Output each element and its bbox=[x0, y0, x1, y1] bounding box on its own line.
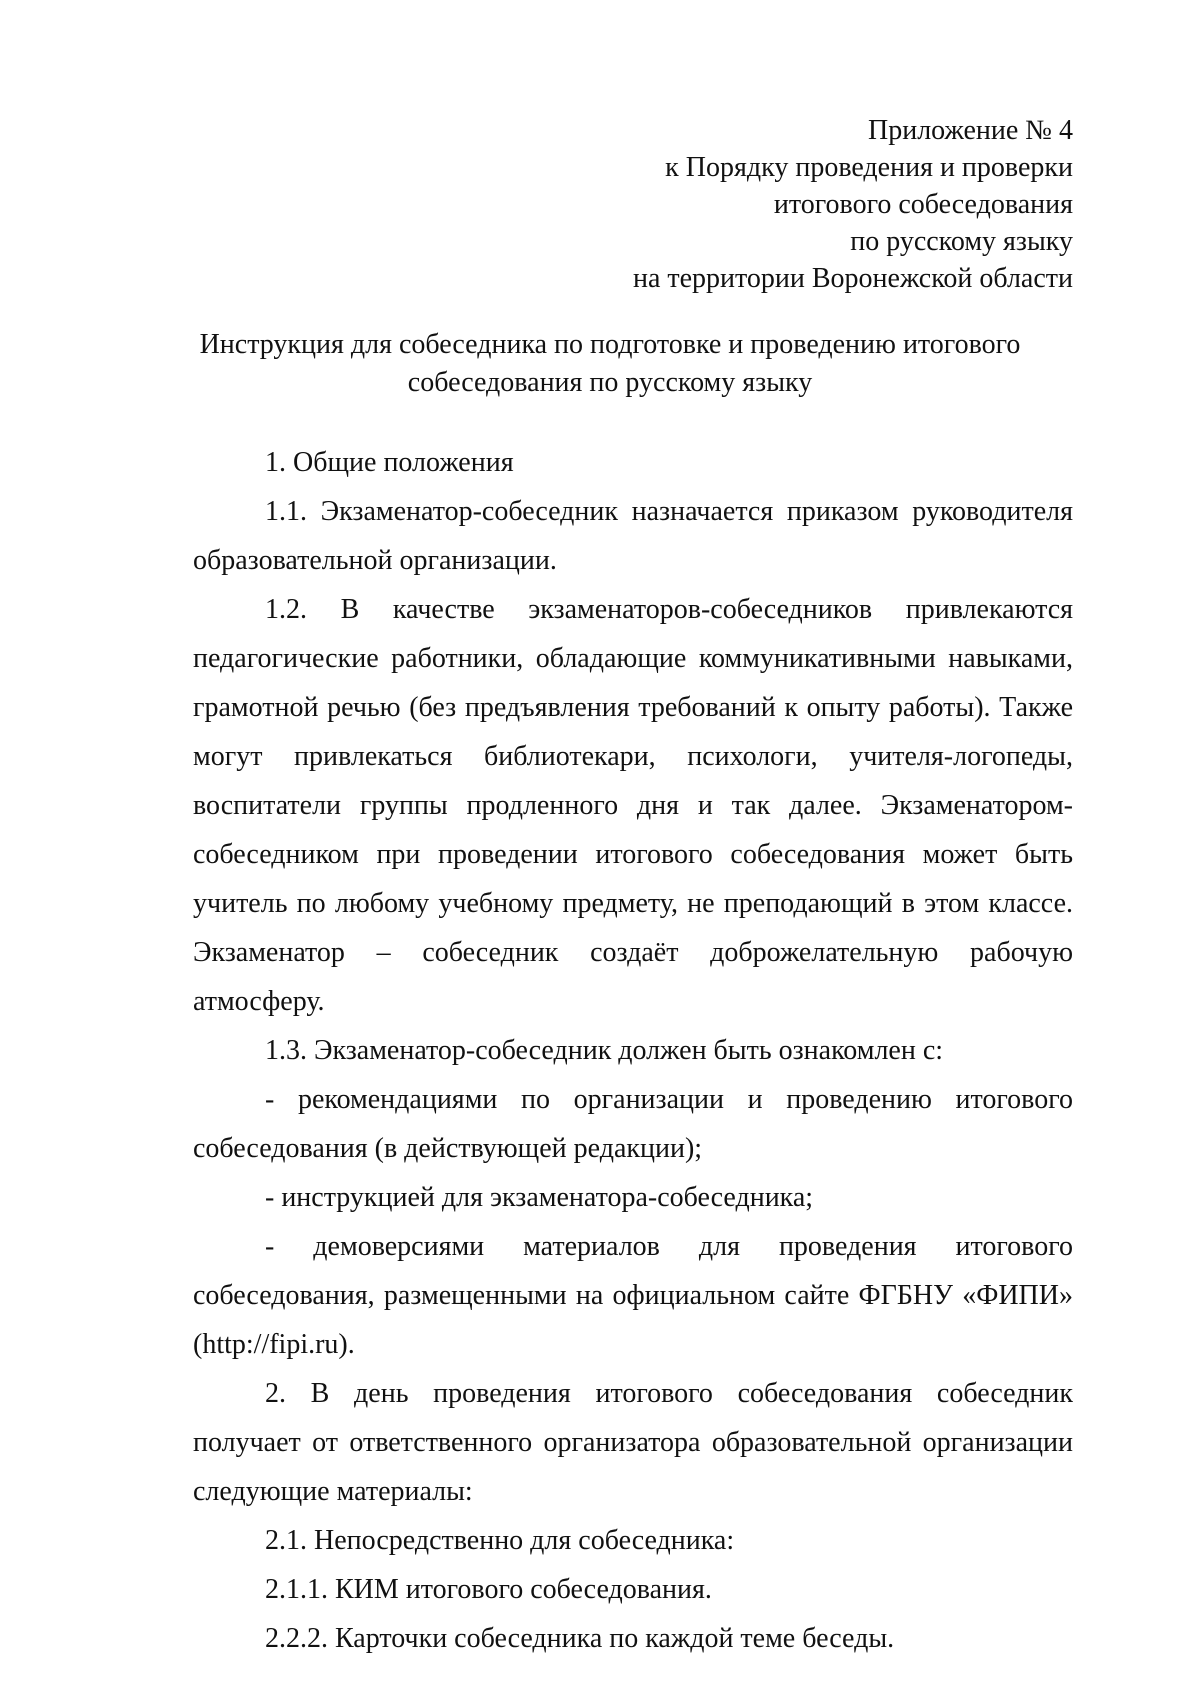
paragraph-1-1: 1.1. Экзаменатор-собеседник назначается приказом руководителя образовательной организации. bbox=[193, 496, 1073, 576]
document-body bbox=[193, 438, 1073, 1663]
appendix-header-line: итогового собеседования bbox=[773, 189, 1073, 220]
appendix-header-line: к Порядку проведения и проверки bbox=[665, 152, 1073, 183]
paragraph-1-3: 1.3. Экзаменатор-собеседник должен быть ознакомлен с: bbox=[265, 1035, 944, 1066]
paragraph-2: 2. В день проведения итогового собеседования собеседник получает от ответственного организатора образовательной организации следующие материалы: bbox=[193, 1378, 1073, 1507]
appendix-header-line: по русскому языку bbox=[850, 226, 1073, 257]
appendix-header-line: на территории Воронежской области bbox=[632, 263, 1073, 294]
document-title bbox=[180, 326, 1040, 402]
paragraph-2-2-2: 2.2.2. Карточки собеседника по каждой теме беседы. bbox=[265, 1623, 895, 1654]
list-item-instruction: - инструкцией для экзаменатора-собеседника; bbox=[265, 1182, 814, 1213]
paragraph-2-1: 2.1. Непосредственно для собеседника: bbox=[265, 1525, 735, 1556]
document-title-line: Инструкция для собеседника по подготовке и проведению итогового bbox=[199, 329, 1021, 360]
paragraph-1-2: 1.2. В качестве экзаменаторов-собеседников привлекаются педагогические работники, обладающие коммуникативными навыками, грамотной речью (без предъявления требований к опыту работы). Также могут привлекаться библиотекари, психологи, учителя-логопеды, воспитатели группы продленного дня и так далее. Экзаменатором-собеседником при проведении итогового собеседования может быть учитель по любому учебному предмету, не преподающий в этом классе. Экзаменатор – собеседник создаёт доброжелательную рабочую атмосферу. bbox=[193, 594, 1073, 1017]
list-item-recommendations: - рекомендациями по организации и проведению итогового собеседования (в действующей редакции); bbox=[193, 1084, 1073, 1164]
document-title-line: собеседования по русскому языку bbox=[407, 367, 813, 398]
section-heading-general: 1. Общие положения bbox=[265, 447, 514, 478]
paragraph-2-1-1: 2.1.1. КИМ итогового собеседования. bbox=[265, 1574, 712, 1605]
list-item-demo-versions: - демоверсиями материалов для проведения итогового собеседования, размещенными на официальном сайте ФГБНУ «ФИПИ» (http://fipi.ru). bbox=[193, 1231, 1073, 1360]
appendix-header bbox=[633, 112, 1073, 297]
appendix-header-line: Приложение № 4 bbox=[868, 115, 1073, 146]
